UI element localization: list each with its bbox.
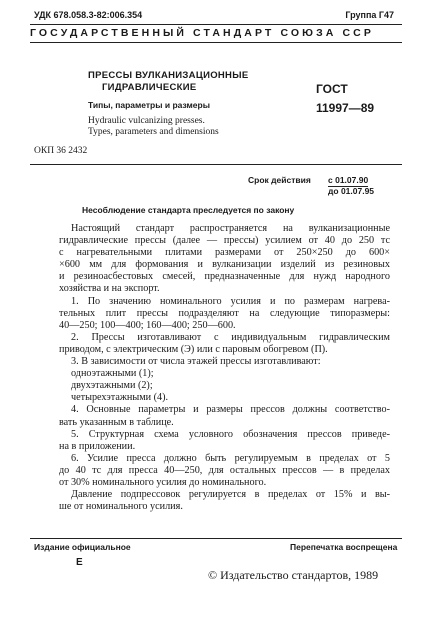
clause-2: 2. Прессы изготавливают с индивидуальным гидравлическим: [71, 331, 390, 343]
list-item: двухэтажными (2);: [71, 380, 153, 392]
validity-from: с 01.07.90: [328, 175, 369, 185]
top-rule: [30, 24, 402, 25]
document-title: [88, 70, 288, 94]
edition-letter: Е: [76, 557, 83, 568]
document-subtitle: Типы, параметры и размеры: [88, 100, 210, 110]
validity-to: до 01.07.95: [328, 186, 375, 196]
list-item: одноэтажными (1);: [71, 368, 154, 380]
body-line: гидравлические прессы (далее — прессы) усилием от 40 до 250 тс: [59, 235, 390, 247]
title-line-2: ГИДРАВЛИЧЕСКИЕ: [102, 82, 197, 93]
body-line: на в приложении.: [59, 440, 136, 452]
english-title: [88, 116, 288, 137]
clause-5: 5. Структурная схема условного обозначения прессов приведе-: [71, 428, 390, 440]
body-line: вать указанным в таблице.: [59, 416, 174, 428]
gost-number: 11997—89: [316, 101, 375, 115]
header-rule: [30, 42, 402, 43]
body-line: от 30% номинального усилия до номинального.: [59, 476, 267, 488]
clause-4: 4. Основные параметры и размеры прессов должны соответство-: [71, 404, 390, 416]
gost-label: ГОСТ: [316, 82, 348, 96]
body-line: Настоящий стандарт распространяется на вулканизационные: [71, 223, 390, 234]
body-line: 40—250; 100—400; 160—400; 250—600.: [59, 319, 236, 331]
body-line: до 40 тс для пресса 40—250, для остальных прессов — в пределах: [59, 464, 390, 476]
clause-6: 6. Усилие пресса должно быть регулируемым в пределах от 5: [71, 452, 390, 464]
standard-heading: ГОСУДАРСТВЕННЫЙ СТАНДАРТ СОЮЗА ССР: [30, 27, 374, 39]
reprint-notice: Перепечатка воспрещена: [290, 542, 398, 552]
clause-3: 3. В зависимости от числа этажей прессы изготавливают:: [71, 356, 321, 368]
udk-code: УДК 678.058.3-82:006.354: [34, 10, 143, 20]
official-edition: Издание официальное: [34, 542, 131, 552]
pressure-note: Давление подпрессовок регулируется в пределах от 15% и вы-: [71, 489, 390, 501]
body-line: ×600 мм для формования и вулканизации изделий из резиновых: [59, 259, 390, 271]
body-line: приводом, с электрическим (Э) или с паровым обогревом (П).: [59, 343, 328, 355]
footer-rule: [30, 538, 402, 539]
title-line-1: ПРЕССЫ ВУЛКАНИЗАЦИОННЫЕ: [88, 70, 249, 81]
copyright: © Издательство стандартов, 1989: [208, 568, 379, 582]
clause-1: 1. По значению номинального усилия и по размерам нагрева-: [71, 295, 390, 307]
validity-label: Срок действия: [248, 175, 311, 185]
body-line: и резиноасбестовых смесей, предназначенные для нужд народного: [59, 271, 390, 283]
body-line: хозяйства и на экспорт.: [59, 283, 160, 295]
list-item: четырехэтажными (4).: [71, 392, 169, 404]
body-line: с нагревательными плитами размерами от 250×250 до 600×: [59, 247, 390, 259]
english-title-line-1: Hydraulic vulcanizing presses.: [88, 116, 205, 126]
okp-rule: [30, 164, 402, 165]
group-code: Группа Г47: [345, 10, 394, 20]
body-line: тельных плит прессы подразделяют на следующие типоразмеры:: [59, 307, 390, 319]
english-title-line-2: Types, parameters and dimensions: [88, 126, 219, 137]
body-line: ше от номинального усилия.: [59, 501, 183, 513]
okp-code: ОКП 36 2432: [34, 146, 88, 156]
noncompliance-notice: Несоблюдение стандарта преследуется по закону: [82, 205, 295, 215]
document-body: [59, 223, 390, 513]
